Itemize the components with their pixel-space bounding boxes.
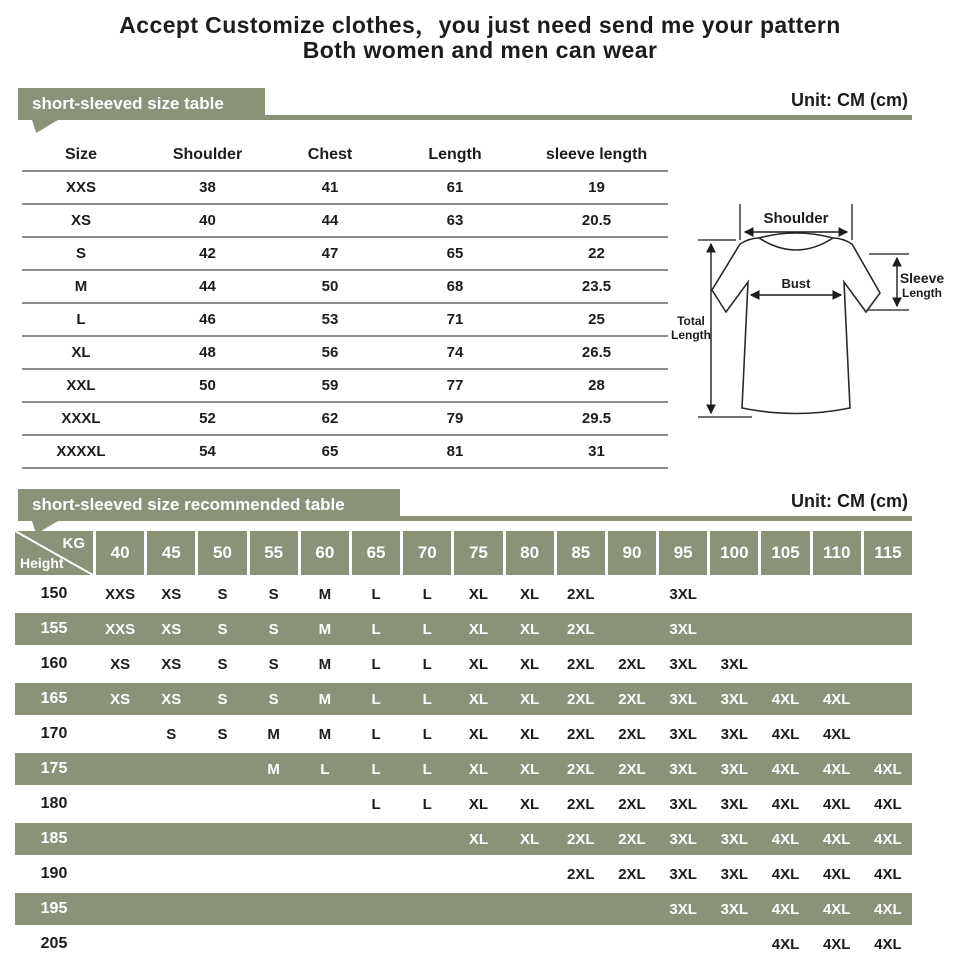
recommended-size-cell: 2XL <box>618 865 646 883</box>
recommended-size-cell: L <box>422 690 432 708</box>
recommended-size-cell: 3XL <box>720 725 749 743</box>
recommended-size-cell: 4XL <box>771 935 800 953</box>
banner-underline <box>265 115 912 120</box>
recommended-size-matrix <box>15 531 912 960</box>
measurement-cell: 25 <box>525 303 668 336</box>
height-label-cell: 175 <box>40 760 68 777</box>
recommended-size-cell: XS <box>110 690 131 708</box>
height-label-cell: 205 <box>40 935 68 952</box>
recommended-size-cell: 3XL <box>669 655 697 673</box>
bust-label: Bust <box>781 276 811 291</box>
height-label-cell: 160 <box>40 655 68 672</box>
size-cell: XL <box>22 336 140 369</box>
recommended-size-cell: 3XL <box>720 900 749 918</box>
recommended-size-cell: 4XL <box>771 760 800 778</box>
measurement-cell: 41 <box>275 171 385 204</box>
recommended-size-cell: M <box>318 725 332 743</box>
recommended-size-cell: 4XL <box>771 830 800 848</box>
measurement-cell: 40 <box>140 204 275 237</box>
measurement-cell: 50 <box>140 369 275 402</box>
total-length-label-line1: Total <box>677 314 705 328</box>
recommended-size-cell: 2XL <box>567 725 595 743</box>
unit-label-2: Unit: CM (cm) <box>791 491 908 511</box>
measurement-cell: 71 <box>385 303 525 336</box>
size-cell: XXL <box>22 369 140 402</box>
size-column-header: sleeve length <box>525 139 668 171</box>
recommended-size-cell: S <box>217 620 228 638</box>
recommended-size-cell: M <box>318 655 332 673</box>
table-row <box>22 171 668 204</box>
matrix-row <box>15 753 912 785</box>
measurement-cell: 61 <box>385 171 525 204</box>
size-column-header: Shoulder <box>140 139 275 171</box>
recommended-size-cell: 3XL <box>720 865 749 883</box>
measurement-cell: 20.5 <box>525 204 668 237</box>
recommended-size-cell: L <box>371 585 381 603</box>
recommended-size-cell: XL <box>520 760 540 778</box>
recommended-size-cell: 2XL <box>567 585 595 603</box>
matrix-row <box>15 718 912 750</box>
table-row <box>22 270 668 303</box>
recommended-size-cell: 3XL <box>669 795 697 813</box>
table-row <box>22 303 668 336</box>
recommended-size-cell: XS <box>161 690 182 708</box>
recommended-size-cell: XL <box>520 585 540 603</box>
recommended-size-cell: 2XL <box>567 865 595 883</box>
measurement-cell: 26.5 <box>525 336 668 369</box>
recommended-size-cell: 2XL <box>618 655 646 673</box>
height-label-cell: 190 <box>40 865 68 882</box>
measurement-cell: 31 <box>525 435 668 468</box>
recommended-size-cell: S <box>268 690 279 708</box>
table-row <box>22 435 668 468</box>
matrix-row <box>15 788 912 820</box>
recommended-size-cell: 4XL <box>822 690 851 708</box>
recommended-size-cell: S <box>217 585 228 603</box>
page-title-line1: Accept Customize clothes，you just need send me your pattern <box>119 12 841 38</box>
weight-header-cell: 50 <box>198 531 246 575</box>
height-label-cell: 195 <box>40 900 68 917</box>
table-row <box>22 204 668 237</box>
recommended-size-cell: L <box>371 725 381 743</box>
recommended-size-cell: M <box>267 760 280 778</box>
size-column-header: Size <box>22 139 140 171</box>
recommended-size-cell: 2XL <box>567 620 595 638</box>
height-label-cell: 185 <box>40 830 68 847</box>
recommended-size-cell: L <box>422 620 432 638</box>
recommended-size-cell: 2XL <box>567 690 595 708</box>
measurement-cell: 22 <box>525 237 668 270</box>
size-cell: S <box>22 237 140 270</box>
measurement-cell: 54 <box>140 435 275 468</box>
recommended-size-cell: 3XL <box>720 655 749 673</box>
recommended-size-cell: 2XL <box>618 830 646 848</box>
recommended-size-cell: 4XL <box>822 900 851 918</box>
recommended-size-cell: 4XL <box>874 760 902 778</box>
height-label-cell: 165 <box>40 690 68 707</box>
recommended-size-cell: S <box>268 585 279 603</box>
tshirt-measurement-diagram <box>664 190 956 440</box>
table-row <box>22 237 668 270</box>
recommended-size-cell: S <box>217 725 228 743</box>
measurement-cell: 29.5 <box>525 402 668 435</box>
weight-header-cell: 105 <box>761 531 809 575</box>
height-label-cell: 150 <box>40 585 68 602</box>
recommended-size-cell: 3XL <box>720 830 749 848</box>
size-table-header-row <box>22 139 668 171</box>
corner-kg-label: KG <box>62 535 85 552</box>
recommended-size-cell: 4XL <box>771 795 800 813</box>
recommended-size-cell: M <box>318 690 332 708</box>
measurement-cell: 42 <box>140 237 275 270</box>
recommended-size-cell: 2XL <box>618 690 646 708</box>
recommended-size-cell: S <box>217 655 228 673</box>
recommended-size-cell: XL <box>468 795 488 813</box>
recommended-size-cell: 4XL <box>822 935 851 953</box>
total-length-label-line2: Length <box>671 328 711 342</box>
recommended-size-cell: XL <box>520 655 540 673</box>
recommended-size-cell: L <box>422 585 432 603</box>
recommended-size-cell: XS <box>110 655 131 673</box>
matrix-header-row <box>15 531 912 575</box>
recommended-size-cell: XL <box>468 690 488 708</box>
recommended-size-cell: 3XL <box>720 760 749 778</box>
weight-header-cell: 100 <box>710 531 758 575</box>
recommended-size-cell: XXS <box>105 620 136 638</box>
matrix-row <box>15 823 912 855</box>
matrix-row <box>15 928 912 960</box>
recommended-size-cell: 3XL <box>720 795 749 813</box>
matrix-row <box>15 613 912 645</box>
size-column-header: Length <box>385 139 525 171</box>
measurement-cell: 63 <box>385 204 525 237</box>
recommended-size-cell: 3XL <box>669 830 697 848</box>
recommended-size-cell: L <box>371 620 381 638</box>
height-label-cell: 170 <box>40 725 68 742</box>
recommended-size-cell: M <box>318 585 332 603</box>
measurement-cell: 53 <box>275 303 385 336</box>
weight-header-cell: 95 <box>659 531 707 575</box>
height-label-cell: 180 <box>40 795 68 812</box>
recommended-size-cell: 4XL <box>822 795 851 813</box>
recommended-size-cell: M <box>267 725 280 743</box>
size-measurement-table <box>22 139 668 469</box>
recommended-size-cell: S <box>166 725 177 743</box>
recommended-size-cell: 4XL <box>874 865 902 883</box>
recommended-size-cell: XS <box>161 620 182 638</box>
recommended-size-cell: 3XL <box>669 760 697 778</box>
recommended-size-cell: XL <box>520 830 540 848</box>
recommended-size-cell: 4XL <box>822 830 851 848</box>
measurement-cell: 47 <box>275 237 385 270</box>
recommended-size-cell: 4XL <box>874 795 902 813</box>
measurement-cell: 65 <box>275 435 385 468</box>
recommended-size-cell: 2XL <box>567 655 595 673</box>
recommended-size-cell: XL <box>520 620 540 638</box>
weight-header-cell: 90 <box>608 531 656 575</box>
recommended-size-cell: L <box>320 760 330 778</box>
recommended-size-cell: 3XL <box>669 690 697 708</box>
recommended-size-cell: XL <box>520 690 540 708</box>
matrix-row <box>15 648 912 680</box>
recommended-size-cell: 4XL <box>874 830 902 848</box>
measurement-cell: 74 <box>385 336 525 369</box>
recommended-size-cell: 2XL <box>618 725 646 743</box>
weight-header-cell: 110 <box>813 531 861 575</box>
recommended-size-cell: XL <box>468 655 488 673</box>
measurement-cell: 46 <box>140 303 275 336</box>
matrix-row <box>15 893 912 925</box>
size-cell: XS <box>22 204 140 237</box>
recommended-size-cell: L <box>422 655 432 673</box>
recommended-size-cell: L <box>371 690 381 708</box>
height-label-cell: 155 <box>40 620 68 637</box>
recommended-size-cell: 2XL <box>567 795 595 813</box>
table-row <box>22 336 668 369</box>
measurement-cell: 56 <box>275 336 385 369</box>
banner-underline-2 <box>400 516 912 521</box>
tshirt-outline-shape <box>712 238 880 414</box>
size-cell: XXXXL <box>22 435 140 468</box>
recommended-size-cell: XL <box>468 585 488 603</box>
measurement-cell: 81 <box>385 435 525 468</box>
recommended-size-cell: 4XL <box>771 900 800 918</box>
weight-header-cell: 80 <box>506 531 554 575</box>
recommended-size-cell: L <box>422 795 432 813</box>
recommended-size-cell: L <box>371 760 381 778</box>
recommended-size-cell: XL <box>468 760 488 778</box>
recommended-size-cell: XL <box>520 795 540 813</box>
measurement-cell: 28 <box>525 369 668 402</box>
recommended-size-cell: XXS <box>105 585 136 603</box>
banner-size-table: short-sleeved size table <box>18 88 265 120</box>
weight-header-cell: 45 <box>147 531 195 575</box>
recommended-size-cell: L <box>422 725 432 743</box>
matrix-row <box>15 683 912 715</box>
recommended-size-cell: 3XL <box>669 620 697 638</box>
size-cell: XXXL <box>22 402 140 435</box>
recommended-size-cell: 2XL <box>567 760 595 778</box>
matrix-row <box>15 578 912 610</box>
tshirt-collar-line <box>759 233 833 238</box>
matrix-corner-cell <box>15 531 93 575</box>
recommended-size-cell: 2XL <box>618 795 646 813</box>
recommended-size-cell: M <box>318 620 332 638</box>
recommended-size-cell: 4XL <box>771 865 800 883</box>
recommended-size-cell: 4XL <box>822 760 851 778</box>
corner-height-label: Height <box>20 555 64 571</box>
measurement-cell: 65 <box>385 237 525 270</box>
weight-header-cell: 55 <box>250 531 298 575</box>
weight-header-cell: 40 <box>96 531 144 575</box>
banner-tail <box>32 120 58 133</box>
size-cell: XXS <box>22 171 140 204</box>
recommended-size-cell: 3XL <box>720 690 749 708</box>
measurement-cell: 23.5 <box>525 270 668 303</box>
size-column-header: Chest <box>275 139 385 171</box>
recommended-size-cell: 2XL <box>567 830 595 848</box>
recommended-size-cell: S <box>217 690 228 708</box>
matrix-body <box>15 578 912 960</box>
table-row <box>22 369 668 402</box>
recommended-size-cell: L <box>371 655 381 673</box>
measurement-cell: 48 <box>140 336 275 369</box>
recommended-size-cell: XL <box>520 725 540 743</box>
recommended-size-cell: XS <box>161 585 182 603</box>
recommended-size-cell: XL <box>468 620 488 638</box>
recommended-size-cell: 2XL <box>618 760 646 778</box>
weight-header-cell: 115 <box>864 531 912 575</box>
recommended-size-cell: 4XL <box>822 725 851 743</box>
measurement-cell: 79 <box>385 402 525 435</box>
matrix-row <box>15 858 912 890</box>
recommended-size-cell: 3XL <box>669 900 697 918</box>
shoulder-label: Shoulder <box>763 210 829 227</box>
measurement-cell: 50 <box>275 270 385 303</box>
recommended-size-cell: 3XL <box>669 585 697 603</box>
measurement-cell: 59 <box>275 369 385 402</box>
measurement-cell: 68 <box>385 270 525 303</box>
recommended-size-cell: S <box>268 655 279 673</box>
recommended-size-cell: 3XL <box>669 865 697 883</box>
page-title-line2: Both women and men can wear <box>302 37 658 63</box>
weight-header-cell: 75 <box>454 531 502 575</box>
measurement-cell: 52 <box>140 402 275 435</box>
weight-header-cell: 60 <box>301 531 349 575</box>
weight-header-cell: 85 <box>557 531 605 575</box>
recommended-size-cell: XS <box>161 655 182 673</box>
unit-label-1: Unit: CM (cm) <box>791 90 908 110</box>
measurement-cell: 44 <box>140 270 275 303</box>
measurement-cell: 77 <box>385 369 525 402</box>
measurement-cell: 19 <box>525 171 668 204</box>
recommended-size-cell: S <box>268 620 279 638</box>
recommended-size-cell: L <box>371 795 381 813</box>
size-cell: M <box>22 270 140 303</box>
recommended-size-cell: L <box>422 760 432 778</box>
recommended-size-cell: 4XL <box>771 725 800 743</box>
recommended-size-cell: 4XL <box>822 865 851 883</box>
weight-header-cell: 65 <box>352 531 400 575</box>
recommended-size-cell: XL <box>468 830 488 848</box>
recommended-size-cell: XL <box>468 725 488 743</box>
sleeve-length-label-line1: Sleeve <box>899 270 945 286</box>
banner-recommended-table: short-sleeved size recommended table <box>18 489 400 521</box>
recommended-size-cell: 3XL <box>669 725 697 743</box>
table-row <box>22 402 668 435</box>
recommended-size-cell: 4XL <box>771 690 800 708</box>
recommended-size-cell: 4XL <box>874 900 902 918</box>
weight-header-cell: 70 <box>403 531 451 575</box>
recommended-size-cell: 4XL <box>874 935 902 953</box>
measurement-cell: 44 <box>275 204 385 237</box>
size-cell: L <box>22 303 140 336</box>
measurement-cell: 62 <box>275 402 385 435</box>
sleeve-length-label-line2: Length <box>902 286 942 300</box>
measurement-cell: 38 <box>140 171 275 204</box>
